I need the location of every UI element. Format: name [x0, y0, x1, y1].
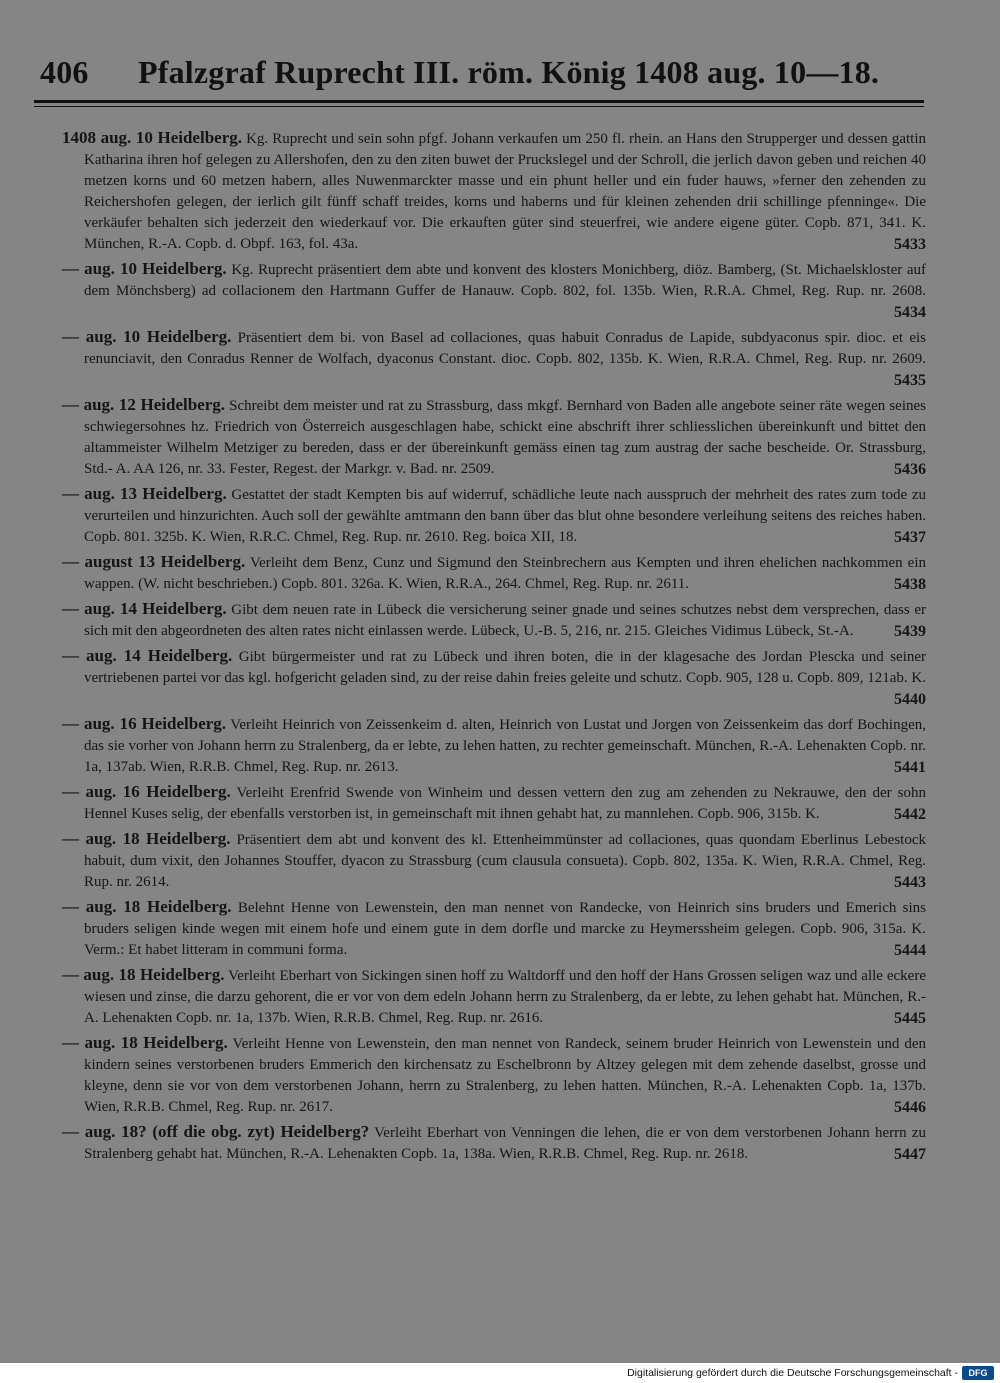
entry-date: — aug. 16 Heidelberg.	[62, 782, 231, 801]
entry-number: 5439	[894, 623, 926, 640]
regest-entry	[62, 483, 926, 548]
entry-text: Verleiht dem Benz, Cunz und Sigmund den Steinbrechern aus Kempten und ihren ehelichen nachkommen ein wappen. (W. nicht beschrieben.) Copb. 801. 326a. K. Wien, R.R.A., 264. Chmel, Reg. Rup. nr. 2611.	[84, 555, 926, 592]
regest-entry	[62, 258, 926, 323]
regest-list	[62, 127, 926, 1168]
page-title: Pfalzgraf Ruprecht III. röm. König 1408 aug. 10—18.	[138, 54, 880, 90]
regest-entry	[62, 1121, 926, 1165]
entry-date: — aug. 18 Heidelberg.	[62, 965, 225, 984]
entry-text: Verleiht Eberhart von Venningen die lehen, die er von dem verstorbenen Johann herrn zu Stralenberg gehabt hat. München, R.-A. Lehenakten Copb. 1a, 138a. Wien, R.R.B. Chmel, Reg. Rup. nr. 2618.	[84, 1125, 926, 1162]
entry-number: 5433	[894, 236, 926, 253]
regest-entry	[62, 645, 926, 710]
regest-entry	[62, 551, 926, 595]
entry-text: Verleiht Heinrich von Zeissenkeim d. alten, Heinrich von Lustat und Jorgen von Zeissenkeim das dorf Bochingen, das sie vorher von Johann herrn zu Stralenberg, da er lebte, zu lehen hatten, zu rechter gemeinschaft. München, R.-A. Lehenakten Copb. nr. 1a, 137ab. Wien, R.R.B. Chmel, Reg. Rup. nr. 2613.	[84, 717, 926, 775]
entry-date: — aug. 18 Heidelberg.	[62, 1033, 228, 1052]
regest-entry	[62, 781, 926, 825]
entry-number: 5445	[894, 1010, 926, 1027]
entry-number: 5446	[894, 1099, 926, 1116]
entry-date: — aug. 18? (off die obg. zyt) Heidelberg?	[62, 1122, 370, 1141]
regest-entry	[62, 326, 926, 391]
entry-date: — aug. 12 Heidelberg.	[62, 395, 226, 414]
entry-number: 5444	[894, 942, 926, 959]
regest-entry	[62, 896, 926, 961]
entry-number: 5438	[894, 576, 926, 593]
entry-text: Verleiht Henne von Lewenstein, den man nennet von Randeck, seinem bruder Heinrich von Lewenstein und den kindern seines verstorbenen bruders Emmerich den kirchensatz zu Eschelbronn by Altzey gelegen mit dem zehende daselbst, grosse und kleyne, denn sie vor von dem verstorbenen Johann, herrn zu Stralenberg, zu lehen hatten. München, R.-A. Lehenakten Copb. 1a, 137b. Wien, R.R.B. Chmel, Reg. Rup. nr. 2617.	[84, 1036, 926, 1115]
entry-date: 1408 aug. 10 Heidelberg.	[62, 128, 242, 147]
regest-entry	[62, 1032, 926, 1118]
entry-date: — aug. 10 Heidelberg.	[62, 327, 232, 346]
entry-text: Gibt bürgermeister und rat zu Lübeck und ihren boten, die in der klagesache des Jordan Plescka und seiner vertriebenen partei vor das kgl. hofgericht geladen sind, zu der reise dahin freies geleite und schutz. Copb. 905, 128 u. Copb. 809, 121ab. K.	[84, 649, 927, 686]
entry-number: 5436	[894, 461, 926, 478]
entry-text: Kg. Ruprecht und sein sohn pfgf. Johann verkaufen um 250 fl. rhein. an Hans den Strupperger und dessen gattin Katharina ihren hof gelegen zu Allershofen, den zu den ziten buwet der Pruckslegel und der Schroll, die jerlich davon geben und reichen 40 metzen korns und 60 metzen habern, alles Nuwenmarckter masse und ein phunt heller und ein fuder hauws, »ferner den zehenden zu Reichershofen gelegen, der ierlich gilt fünff schaff treides, korns und haberns und für kleinen zehenden drii schillinge pfenninge«. Die verkäufer behalten sich jederzeit den wiederkauf vor. Die erkauften güter sind steuerfrei, wie andere eigene güter. Copb. 871, 341. K. München, R.-A. Copb. d. Obpf. 163, fol. 43a.	[84, 131, 927, 252]
entry-text: Schreibt dem meister und rat zu Strassburg, dass mkgf. Bernhard von Baden alle angebote seiner räte wegen seines schwiegersohnes hz. Friedrich von Österreich ausgeschlagen habe, schickt eine abschrift ihrer schliesslichen übereinkunft und bittet den altammeister Wilhelm Metziger zu bereden, dass er der übereinkunft gemäss einen tag zum austrag der sache bescheide. Or. Strassburg, Std.- A. AA 126, nr. 33. Fester, Regest. der Markgr. v. Bad. nr. 2509.	[84, 398, 926, 477]
entry-date: — august 13 Heidelberg.	[62, 552, 246, 571]
entry-text: Verleiht Erenfrid Swende von Winheim und dessen vettern den zug am zehenden zu Nekrauwe, den der sohn Hennel Kuses selig, der ebenfalls verstorben ist, in gemeinschaft mit ihnen gehabt hat, zu mannlehen. Copb. 906, 315b. K.	[84, 785, 926, 822]
regest-entry	[62, 598, 926, 642]
running-header	[40, 52, 930, 92]
entry-text: Gestattet der stadt Kempten bis auf widerruf, schädliche leute nach ausspruch der mehrheit des rates zum tode zu verurteilen und hinzurichten. Auch soll der gewählte amtmann den bann über das blut ohne besondere verleihung seitens des reiches haben. Copb. 801. 325b. K. Wien, R.R.C. Chmel, Reg. Rup. nr. 2610. Reg. boica XII, 18.	[84, 487, 926, 545]
entry-text: Belehnt Henne von Lewenstein, den man nennet von Randecke, von Heinrich sins bruders und Emerich sins bruders seligen kinde wegen mit einem hofe und einem gute in dem dorfle und marcke zu Heymerssheim gelegen. Copb. 906, 315a. K. Verm.: Et habet litteram in communi forma.	[84, 900, 926, 958]
header-rule-thick	[34, 100, 924, 103]
entry-text: Präsentiert dem bi. von Basel ad collaciones, quas habuit Conradus de Lapide, subdyaconus spir. dioc. et eis renunciavit, den Conradus Renner de Wolfach, dyaconus Constant. dioc. Copb. 802, 135b. K. Wien, R.R.A. Chmel, Reg. Rup. nr. 2609.	[84, 330, 926, 367]
digitization-footer	[0, 1363, 1000, 1383]
entry-date: — aug. 13 Heidelberg.	[62, 484, 227, 503]
regest-entry	[62, 713, 926, 778]
entry-date: — aug. 14 Heidelberg.	[62, 646, 233, 665]
entry-date: — aug. 18 Heidelberg.	[62, 897, 232, 916]
entry-number: 5435	[894, 372, 926, 389]
regest-entry	[62, 828, 926, 893]
entry-date: — aug. 14 Heidelberg.	[62, 599, 227, 618]
entry-number: 5447	[894, 1146, 926, 1163]
entry-number: 5442	[894, 806, 926, 823]
entry-number: 5437	[894, 529, 926, 546]
entry-number: 5440	[894, 691, 926, 708]
entry-text: Kg. Ruprecht präsentiert dem abte und konvent des klosters Monichberg, diöz. Bamberg, (St. Michaelskloster auf dem Mönchsberg) ad collacionem den Hartmann Guffer de Hanauw. Copb. 802, fol. 135b. Wien, R.R.A. Chmel, Reg. Rup. nr. 2608.	[84, 262, 927, 299]
regest-entry	[62, 394, 926, 480]
entry-text: Gibt dem neuen rate in Lübeck die versicherung seiner gnade und seines schutzes nebst dem versprechen, dass er sich mit den abgeordneten des alten rates nicht einlassen werde. Lübeck, U.-B. 5, 216, nr. 215. Gleiches Vidimus Lübeck, St.-A.	[84, 602, 927, 639]
funding-credit: Digitalisierung gefördert durch die Deutsche Forschungsgemeinschaft -	[627, 1367, 958, 1379]
entry-date: — aug. 10 Heidelberg.	[62, 259, 227, 278]
entry-text: Präsentiert dem abt und konvent des kl. Ettenheimmünster ad collaciones, quas quondam Eberlinus Lebestock habuit, dum vixit, den Johannes Stouffer, dyacon zu Strassburg (cum clausula consueta). Copb. 802, 135a. K. Wien, R.R.A. Chmel, Reg. Rup. nr. 2614.	[84, 832, 926, 890]
entry-number: 5441	[894, 759, 926, 776]
dfg-logo: DFG	[962, 1366, 994, 1380]
entry-date: — aug. 16 Heidelberg.	[62, 714, 227, 733]
page-number: 406	[40, 54, 89, 90]
entry-date: — aug. 18 Heidelberg.	[62, 829, 231, 848]
regest-entry	[62, 127, 926, 255]
regest-entry	[62, 964, 926, 1029]
entry-text: Verleiht Eberhart von Sickingen sinen hoff zu Waltdorff und den hoff der Hans Grossen seligen waz und alle eckere wiesen und zinse, die darzu gehorent, die er vor von dem edeln Johann herrn zu Stralenberg, da er lebte, zu lehen gehabt hat. München, R.-A. Lehenakten Copb. nr. 1a, 137b. Wien, R.R.B. Chmel, Reg. Rup. nr. 2616.	[84, 968, 926, 1026]
entry-number: 5434	[894, 304, 926, 321]
entry-number: 5443	[894, 874, 926, 891]
header-rule-thin	[34, 106, 924, 107]
